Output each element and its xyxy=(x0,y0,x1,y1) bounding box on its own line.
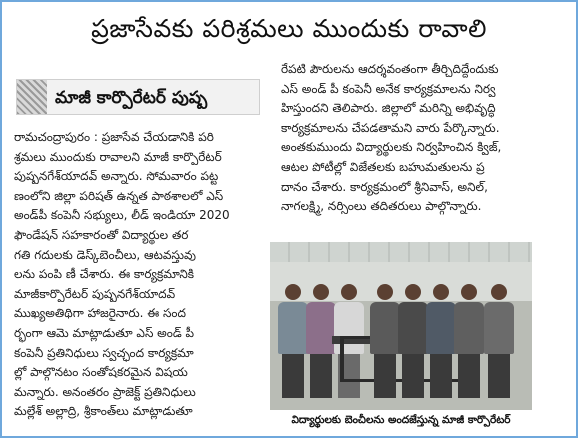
article-line: ఆటల పోటీల్లో విజేతలకు బహుమతులను ప్ర xyxy=(281,159,485,174)
article-line: ఫౌండేషన్ సహకారంతో విద్యార్థుల తర xyxy=(14,227,189,242)
article-column-right xyxy=(281,60,573,217)
person-figure xyxy=(398,284,428,398)
article-line: మన్నారు. అనంతరం ప్రాజెక్ట్ ప్రతినిధులు xyxy=(14,384,196,399)
article-line: హిస్తుందని తెలిపారు. జిల్లాలో మరిన్ని అభివృద్ధి xyxy=(281,101,496,116)
article-line: ణంలోని జిల్లా పరిషత్ ఉన్నత పాఠశాలలో ఎస్ xyxy=(14,188,224,203)
article-line: నాగలక్ష్మి, నర్సింలు తదితరులు పాల్గొన్నారు. xyxy=(281,199,482,214)
article-line: రేపటి పౌరులను ఆదర్శవంతంగా తీర్చిదిద్దేందుకు xyxy=(281,62,499,76)
person-figure xyxy=(426,284,456,398)
article-line: లను పంపి ణీ చేశారు. ఈ కార్యక్రమానికి xyxy=(14,267,195,282)
article-line: కార్యక్రమాలను చేపడతామని వారు పేర్కొన్నారు. xyxy=(281,120,500,135)
article-line: రామచంద్రాపురం : ప్రజాసేవ చేయడానికి పరి xyxy=(14,130,214,144)
article-line: గతి గదులకు డెస్క్‌బెంచీలు, ఆటవస్తువు xyxy=(14,247,196,262)
article-line: కంపెనీ ప్రతినిధులు స్వచ్ఛంద కార్యక్రమా xyxy=(14,345,194,360)
subheadline: మాజీ కార్పొరేటర్ పుష్ప xyxy=(55,88,208,108)
article-line: ఎస్ అండ్ పీ కంపెనీ అనేక కార్యక్రమాలను నిర్వ xyxy=(281,81,496,96)
article-line: ర్భంగా ఆమె మాట్లాడుతూ ఎస్ అండ్ పీ xyxy=(14,325,195,340)
article-line: ల్లో పాల్గొనటం సంతోషకరమైన విషయ xyxy=(14,365,188,380)
article-line: అంతకుముందు విద్యార్థులకు నిర్వహించిన క్విజ్, xyxy=(281,140,502,155)
subheadline-box xyxy=(16,79,260,115)
subheadline-pattern xyxy=(17,80,47,114)
article-line: దానం చేశారు. కార్యక్రమంలో శ్రీనివాస్, అనిల్, xyxy=(281,179,488,194)
person-figure xyxy=(370,284,400,398)
article-line: శ్రమలు ముందుకు రావాలని మాజీ కార్పొరేటర్ xyxy=(14,149,222,164)
article-line: మల్లేశ్ అల్లాద్రి, శ్రీకాంత్‌లు మాట్లాడుతూ xyxy=(14,404,193,419)
tent-canopy xyxy=(270,242,532,262)
article-line: పుష్పనగేశ్‌యాదవ్ అన్నారు. సోమవారం పట్ట xyxy=(14,169,219,184)
article-line: ముఖ్యఅతిథిగా హాజరైనారు. ఈ సంద xyxy=(14,306,186,321)
event-photo xyxy=(270,242,532,410)
article-line: అండ్‌పీ కంపెనీ సభ్యులు, లీడ్ ఇండియా 2020 xyxy=(14,208,230,223)
article-line: మాజీకార్పొరేటర్ పుష్పనగేశ్‌యాదవ్ xyxy=(14,286,176,301)
photo-caption: విద్యార్థులకు బెంచీలను అందజేస్తున్న మాజీ కార్పొరేటర్ xyxy=(270,410,532,430)
article-column-left xyxy=(14,128,264,422)
headline: ప్రజాసేవకు పరిశ్రమలు ముందుకు రావాలి xyxy=(91,14,487,43)
person-figure xyxy=(278,284,308,398)
person-figure xyxy=(484,284,514,398)
person-figure xyxy=(454,284,484,398)
